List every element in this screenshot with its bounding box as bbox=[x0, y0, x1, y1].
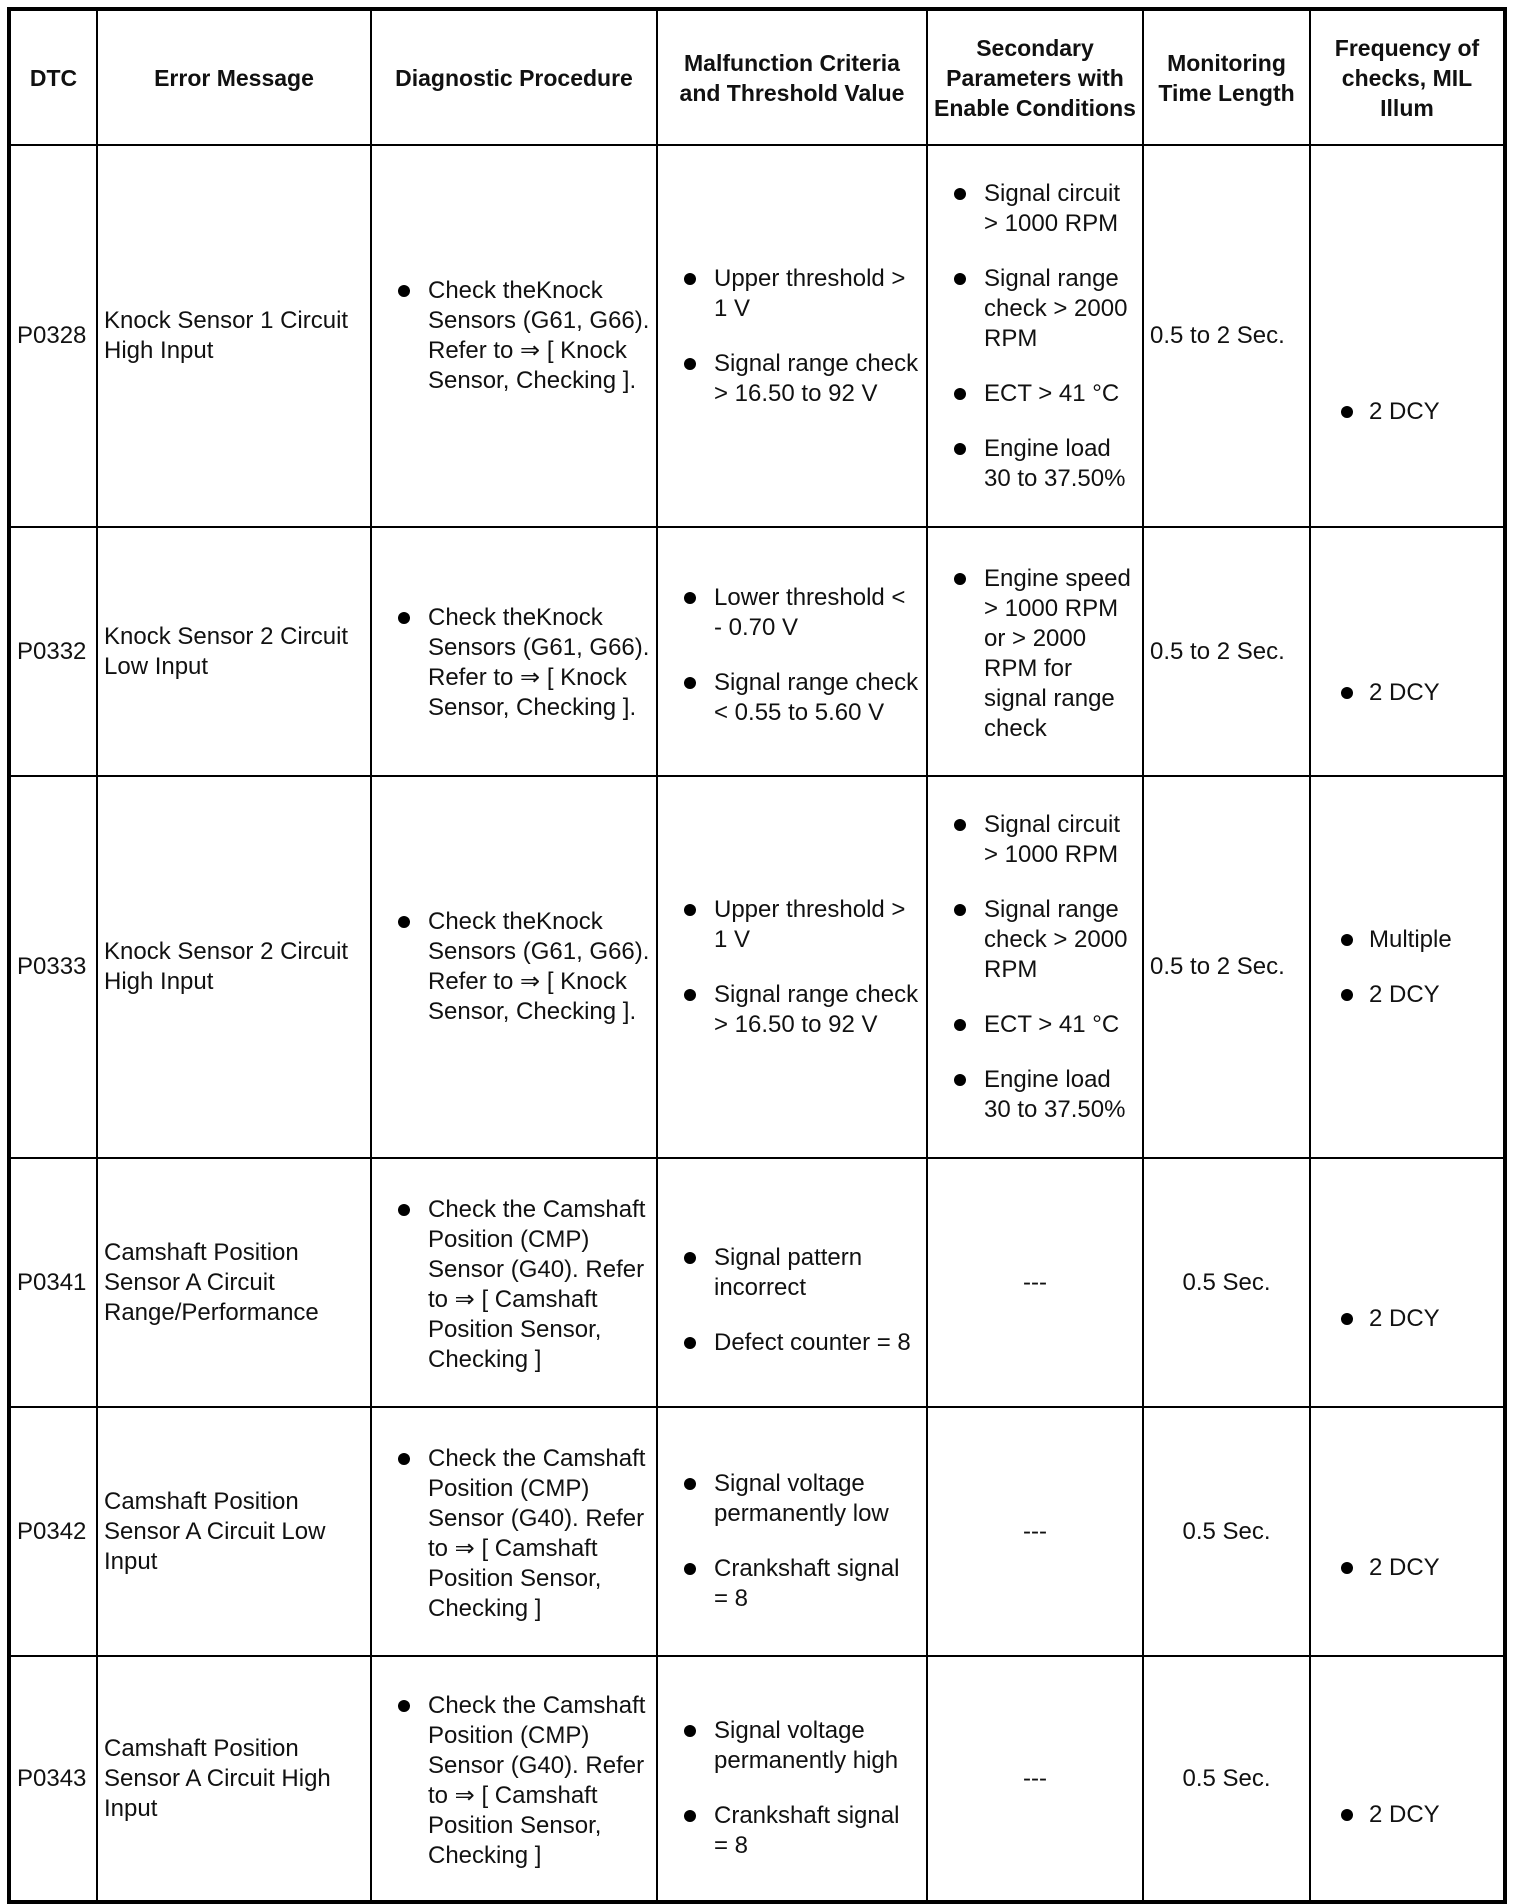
frequency-item: 2 DCY bbox=[1317, 678, 1497, 708]
secondary-parameters bbox=[927, 145, 1143, 527]
diagnostic-procedure bbox=[371, 527, 657, 776]
malfunction-criteria bbox=[657, 776, 927, 1158]
secondary-item: ECT > 41 °C bbox=[934, 1010, 1136, 1040]
secondary-parameters: --- bbox=[927, 1656, 1143, 1902]
frequency-item: 2 DCY bbox=[1317, 1800, 1497, 1830]
diagnostic-procedure bbox=[371, 1407, 657, 1656]
dtc-code: P0342 bbox=[9, 1407, 97, 1656]
malfunction-criteria bbox=[657, 527, 927, 776]
procedure-item: Check theKnock Sensors (G61, G66). Refer to ⇒ [ Knock Sensor, Checking ]. bbox=[378, 603, 650, 723]
error-message: Camshaft Position Sensor A Circuit High Input bbox=[97, 1656, 371, 1902]
procedure-item: Check theKnock Sensors (G61, G66). Refer to ⇒ [ Knock Sensor, Checking ]. bbox=[378, 907, 650, 1027]
diagnostic-procedure bbox=[371, 1158, 657, 1407]
criteria-item: Signal range check > 16.50 to 92 V bbox=[664, 349, 920, 409]
procedure-item: Check theKnock Sensors (G61, G66). Refer to ⇒ [ Knock Sensor, Checking ]. bbox=[378, 276, 650, 396]
table-row bbox=[9, 1158, 1505, 1407]
secondary-item: Signal circuit > 1000 RPM bbox=[934, 810, 1136, 870]
criteria-item: Signal range check < 0.55 to 5.60 V bbox=[664, 668, 920, 728]
monitoring-time: 0.5 Sec. bbox=[1143, 1407, 1310, 1656]
criteria-item: Upper threshold > 1 V bbox=[664, 264, 920, 324]
monitoring-time: 0.5 to 2 Sec. bbox=[1143, 527, 1310, 776]
secondary-parameters bbox=[927, 527, 1143, 776]
table-row bbox=[9, 776, 1505, 1158]
header-dtc: DTC bbox=[9, 9, 97, 145]
dtc-code: P0332 bbox=[9, 527, 97, 776]
error-message: Knock Sensor 2 Circuit High Input bbox=[97, 776, 371, 1158]
secondary-parameters bbox=[927, 776, 1143, 1158]
header-diagnostic-procedure: Diagnostic Procedure bbox=[371, 9, 657, 145]
dtc-code: P0343 bbox=[9, 1656, 97, 1902]
malfunction-criteria bbox=[657, 1656, 927, 1902]
error-message: Camshaft Position Sensor A Circuit Low Input bbox=[97, 1407, 371, 1656]
procedure-item: Check the Camshaft Position (CMP) Sensor (G40). Refer to ⇒ [ Camshaft Position Sensor, Checking ] bbox=[378, 1195, 650, 1375]
frequency bbox=[1310, 145, 1505, 527]
criteria-item: Crankshaft signal = 8 bbox=[664, 1801, 920, 1861]
table-row bbox=[9, 1407, 1505, 1656]
frequency bbox=[1310, 1656, 1505, 1902]
secondary-item: Engine speed > 1000 RPM or > 2000 RPM for signal range check bbox=[934, 564, 1136, 744]
criteria-item: Crankshaft signal = 8 bbox=[664, 1554, 920, 1614]
monitoring-time: 0.5 to 2 Sec. bbox=[1143, 145, 1310, 527]
monitoring-time: 0.5 to 2 Sec. bbox=[1143, 776, 1310, 1158]
frequency bbox=[1310, 1158, 1505, 1407]
malfunction-criteria bbox=[657, 1158, 927, 1407]
frequency-item: 2 DCY bbox=[1317, 980, 1497, 1010]
criteria-item: Signal range check > 16.50 to 92 V bbox=[664, 980, 920, 1040]
secondary-item: Signal range check > 2000 RPM bbox=[934, 895, 1136, 985]
table-row bbox=[9, 145, 1505, 527]
diagnostic-procedure bbox=[371, 776, 657, 1158]
criteria-item: Defect counter = 8 bbox=[664, 1328, 920, 1358]
malfunction-criteria bbox=[657, 145, 927, 527]
malfunction-criteria bbox=[657, 1407, 927, 1656]
dtc-table bbox=[7, 7, 1507, 1904]
frequency bbox=[1310, 1407, 1505, 1656]
secondary-item: Engine load 30 to 37.50% bbox=[934, 1065, 1136, 1125]
criteria-item: Lower threshold < - 0.70 V bbox=[664, 583, 920, 643]
table-row bbox=[9, 1656, 1505, 1902]
criteria-item: Signal voltage permanently low bbox=[664, 1469, 920, 1529]
frequency-item: 2 DCY bbox=[1317, 1553, 1497, 1583]
monitoring-time: 0.5 Sec. bbox=[1143, 1656, 1310, 1902]
error-message: Knock Sensor 2 Circuit Low Input bbox=[97, 527, 371, 776]
procedure-item: Check the Camshaft Position (CMP) Sensor (G40). Refer to ⇒ [ Camshaft Position Sensor, Checking ] bbox=[378, 1691, 650, 1871]
diagnostic-procedure bbox=[371, 1656, 657, 1902]
header-row bbox=[9, 9, 1505, 145]
header-frequency: Frequency of checks, MIL Illum bbox=[1310, 9, 1505, 145]
diagnostic-procedure bbox=[371, 145, 657, 527]
secondary-item: Signal range check > 2000 RPM bbox=[934, 264, 1136, 354]
secondary-item: ECT > 41 °C bbox=[934, 379, 1136, 409]
dtc-code: P0341 bbox=[9, 1158, 97, 1407]
procedure-item: Check the Camshaft Position (CMP) Sensor (G40). Refer to ⇒ [ Camshaft Position Sensor, Checking ] bbox=[378, 1444, 650, 1624]
error-message: Knock Sensor 1 Circuit High Input bbox=[97, 145, 371, 527]
secondary-parameters: --- bbox=[927, 1158, 1143, 1407]
dtc-code: P0328 bbox=[9, 145, 97, 527]
criteria-item: Signal voltage permanently high bbox=[664, 1716, 920, 1776]
header-monitoring-time: Monitoring Time Length bbox=[1143, 9, 1310, 145]
table-row bbox=[9, 527, 1505, 776]
frequency-item: 2 DCY bbox=[1317, 397, 1497, 427]
header-malfunction-criteria: Malfunction Criteria and Threshold Value bbox=[657, 9, 927, 145]
dtc-code: P0333 bbox=[9, 776, 97, 1158]
error-message: Camshaft Position Sensor A Circuit Range/Performance bbox=[97, 1158, 371, 1407]
secondary-parameters: --- bbox=[927, 1407, 1143, 1656]
secondary-item: Engine load 30 to 37.50% bbox=[934, 434, 1136, 494]
frequency bbox=[1310, 776, 1505, 1158]
frequency-item: 2 DCY bbox=[1317, 1304, 1497, 1334]
frequency bbox=[1310, 527, 1505, 776]
monitoring-time: 0.5 Sec. bbox=[1143, 1158, 1310, 1407]
criteria-item: Signal pattern incorrect bbox=[664, 1243, 920, 1303]
header-secondary-parameters: Secondary Parameters with Enable Conditions bbox=[927, 9, 1143, 145]
criteria-item: Upper threshold > 1 V bbox=[664, 895, 920, 955]
header-error-message: Error Message bbox=[97, 9, 371, 145]
frequency-item: Multiple bbox=[1317, 925, 1497, 955]
secondary-item: Signal circuit > 1000 RPM bbox=[934, 179, 1136, 239]
